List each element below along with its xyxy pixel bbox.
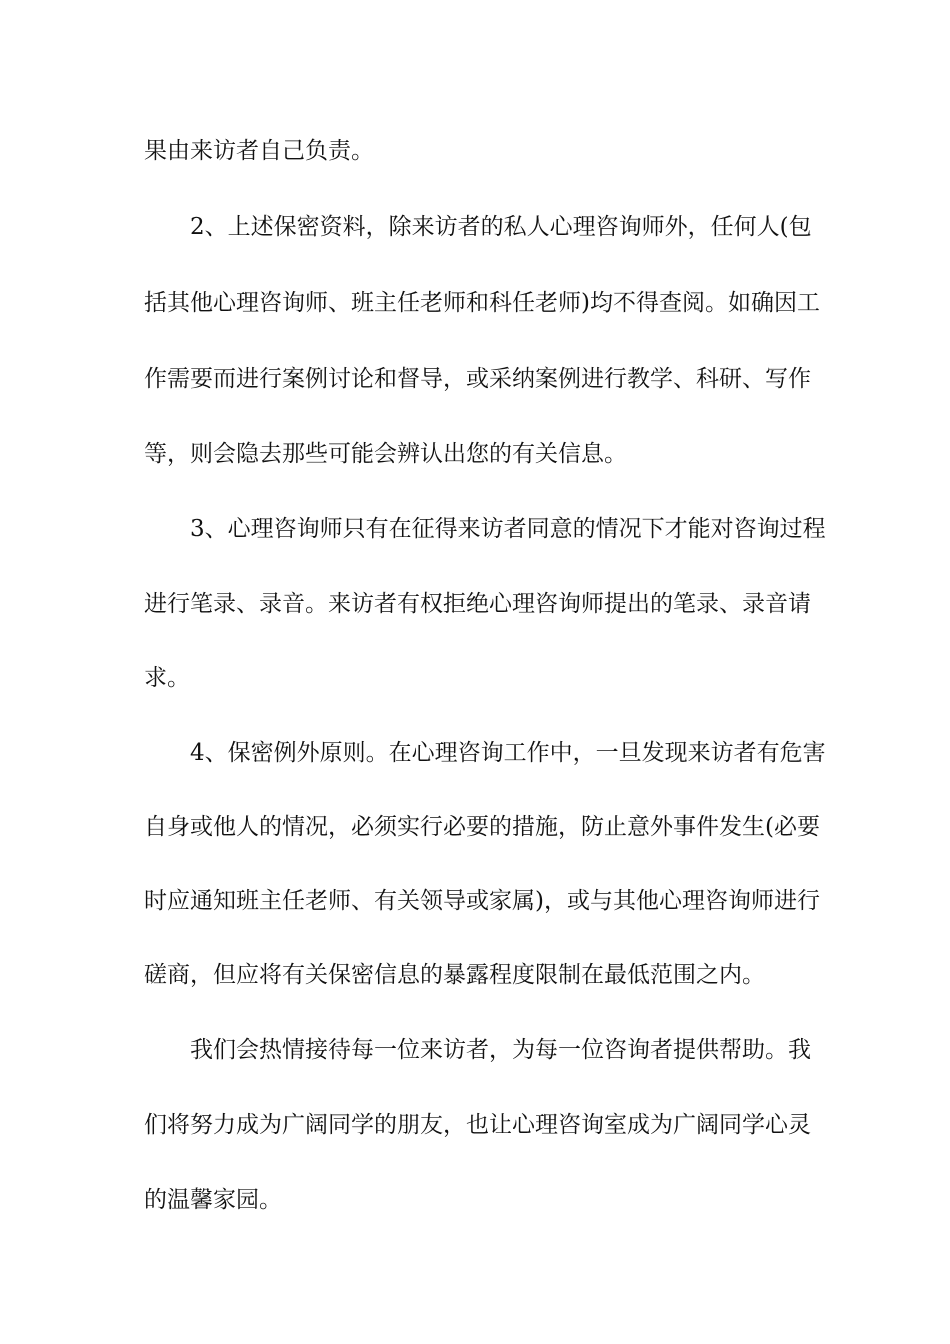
paragraph-1-line-1: 2、上述保密资料，除来访者的私人心理咨询师外，任何人(包: [190, 214, 812, 240]
paragraph-3-line-3: 时应通知班主任老师、有关领导或家属)，或与其他心理咨询师进行: [144, 888, 820, 914]
paragraph-1-line-4: 等，则会隐去那些可能会辨认出您的有关信息。: [144, 441, 627, 467]
paragraph-4-line-3: 的温馨家园。: [144, 1187, 282, 1213]
paragraph-4-line-2: 们将努力成为广阔同学的朋友，也让心理咨询室成为广阔同学心灵: [144, 1112, 811, 1138]
paragraph-1-line-3: 作需要而进行案例讨论和督导，或采纳案例进行教学、科研、写作: [144, 366, 811, 392]
paragraph-1-line-2: 括其他心理咨询师、班主任老师和科任老师)均不得查阅。如确因工: [144, 290, 820, 316]
paragraph-3-line-1: 4、保密例外原则。在心理咨询工作中，一旦发现来访者有危害: [190, 740, 826, 766]
paragraph-3-line-2: 自身或他人的情况，必须实行必要的措施，防止意外事件发生(必要: [144, 814, 820, 840]
paragraph-0-line-1: 果由来访者自己负责。: [144, 138, 374, 164]
paragraph-4-line-1: 我们会热情接待每一位来访者，为每一位咨询者提供帮助。我: [190, 1037, 811, 1063]
paragraph-2-line-3: 求。: [144, 665, 190, 691]
paragraph-2-line-2: 进行笔录、录音。来访者有权拒绝心理咨询师提出的笔录、录音请: [144, 591, 811, 617]
paragraph-3-line-4: 磋商，但应将有关保密信息的暴露程度限制在最低范围之内。: [144, 962, 765, 988]
paragraph-2-line-1: 3、心理咨询师只有在征得来访者同意的情况下才能对咨询过程: [190, 516, 826, 542]
